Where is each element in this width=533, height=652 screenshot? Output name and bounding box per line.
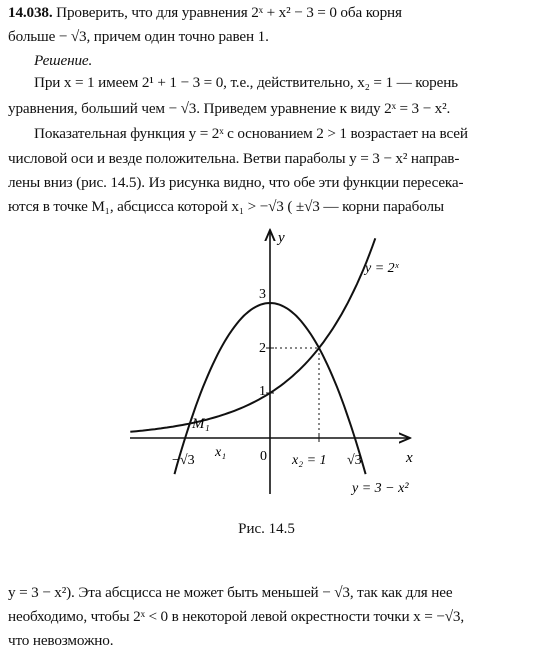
problem-number: 14.038.	[8, 4, 53, 21]
x-tick-label-x2: x₂ = 1	[292, 453, 327, 468]
problem-statement-line-1	[8, 3, 526, 22]
solution-heading: Решение.	[34, 52, 93, 69]
parabola-curve-label: y = 3 − x²	[352, 481, 409, 496]
solution-line-5: лены вниз (рис. 14.5). Из рисунка видно, что обе эти функции пересека-	[8, 174, 464, 191]
exponential-curve-label: y = 2ˣ	[365, 261, 399, 276]
y-tick-label-1: 1	[259, 384, 266, 399]
solution-line-after-3: что невозможно.	[8, 632, 114, 649]
solution-line-2: уравнения, больший чем − √3. Приведем уравнение к виду 2ˣ = 3 − x².	[8, 100, 451, 117]
solution-line-1: При x = 1 имеем 2¹ + 1 − 3 = 0, т.е., действительно, x₂ = 1 — корень	[34, 74, 458, 91]
x-tick-label-x1: x₁	[215, 445, 227, 460]
origin-label: 0	[260, 449, 267, 464]
solution-line-3: Показательная функция y = 2ˣ с основанием 2 > 1 возрастает на всей	[34, 125, 468, 142]
y-axis-label: y	[278, 230, 285, 246]
solution-line-6: ются в точке M₁, абсцисса которой x₁ > −√3 ( ±√3 — корни параболы	[8, 198, 444, 215]
figure-caption: Рис. 14.5	[238, 521, 295, 537]
x-axis-label: x	[406, 450, 413, 466]
solution-line-after-1: y = 3 − x²). Эта абсцисса не может быть меньшей − √3, так как для нее	[8, 584, 453, 601]
problem-statement-line-2: больше − √3, причем один точно равен 1.	[8, 28, 269, 45]
x-tick-label-sqrt3: √3	[347, 453, 362, 468]
solution-line-4: числовой оси и везде положительна. Ветви параболы y = 3 − x² направ-	[8, 150, 460, 167]
intersection-point-label: M₁	[192, 416, 210, 432]
x-tick-label-minus-sqrt3: −√3	[172, 453, 195, 468]
y-tick-label-2: 2	[259, 341, 266, 356]
figure-14-5	[120, 224, 430, 504]
exponential-curve	[130, 238, 375, 431]
y-tick-label-3: 3	[259, 287, 266, 302]
solution-line-after-2: необходимо, чтобы 2ˣ < 0 в некоторой левой окрестности точки x = −√3,	[8, 608, 464, 625]
problem-text-1: Проверить, что для уравнения 2ˣ + x² − 3 = 0 оба корня	[56, 4, 402, 21]
